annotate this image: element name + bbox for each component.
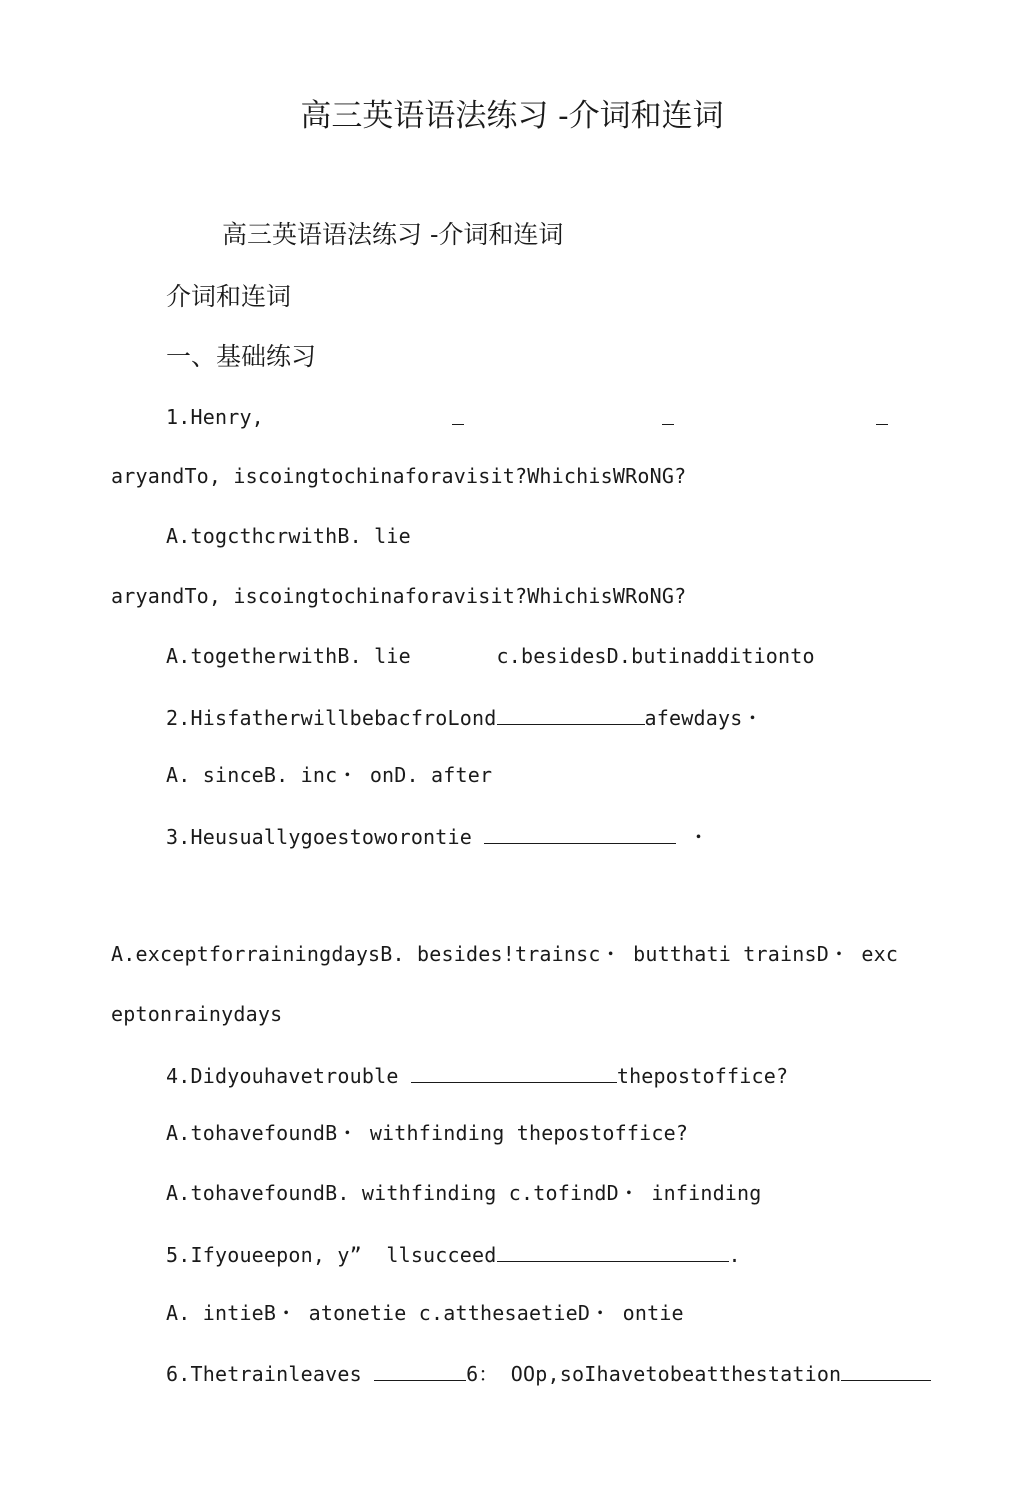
document-subtitle: 高三英语语法练习 -介词和连词 — [222, 220, 564, 249]
q2-options: A. sinceB. inc・ onD. after — [166, 763, 493, 787]
q1-continuation-1: aryandTo, iscoingtochinaforavisit?WhichisWRoNG? — [111, 464, 687, 488]
q6-answer-blank-2 — [841, 1362, 931, 1381]
q2-stem — [166, 706, 763, 728]
q5-stem-after: . — [728, 1243, 741, 1267]
q2-stem-before: 2.HisfatherwillbebacfroLond — [166, 706, 497, 730]
subsection-title: 一、基础练习 — [166, 342, 317, 371]
q4-stem — [166, 1064, 788, 1086]
q6-stem-middle: 6： OOp,soIhavetobeatthestation — [466, 1362, 842, 1386]
q4-answer-blank — [411, 1064, 617, 1083]
q1-stem: 1.Henry, — [166, 405, 264, 429]
q3-options-line2: eptonrainydays — [111, 1002, 283, 1026]
q1-options-partial: A.togcthcrwithB. lie — [166, 524, 411, 548]
q3-options-line1: A.exceptforrainingdaysB. besides!trainsc・ butthati trainsD・ exc — [111, 942, 899, 966]
q1-continuation-2: aryandTo, iscoingtochinaforavisit?WhichisWRoNG? — [111, 584, 687, 608]
q3-stem — [166, 825, 709, 847]
q3-answer-blank — [484, 825, 676, 844]
q6-stem — [166, 1362, 931, 1384]
q4-options-partial: A.tohavefoundB・ withfinding thepostoffice? — [166, 1121, 689, 1145]
section-title: 介词和连词 — [166, 282, 292, 311]
document-title: 高三英语语法练习 -介词和连词 — [300, 98, 724, 134]
q4-stem-after: thepostoffice? — [616, 1064, 789, 1088]
q2-answer-blank — [497, 706, 645, 725]
q3-stem-before: 3.Heusuallygoestoworontie — [166, 825, 485, 849]
q1-blank-dash-1 — [452, 424, 464, 425]
q1-blank-dash-3 — [876, 424, 888, 425]
q5-options: A. intieB・ atonetie c.atthesaetieD・ ontie — [166, 1301, 684, 1325]
q5-stem-before: 5.Ifyoueepon, y” llsucceed — [166, 1243, 497, 1267]
q5-answer-blank — [497, 1243, 729, 1262]
q1-options: A.togetherwithB. lie c.besidesD.butinadditionto — [166, 644, 815, 668]
q4-stem-before: 4.Didyouhavetrouble — [166, 1064, 411, 1088]
q3-stem-after: ・ — [676, 825, 709, 849]
q1-blank-dash-2 — [662, 424, 674, 425]
q6-stem-before: 6.Thetrainleaves — [166, 1362, 375, 1386]
q5-stem — [166, 1243, 741, 1265]
q4-options: A.tohavefoundB. withfinding c.tofindD・ infinding — [166, 1181, 762, 1205]
q2-stem-after: afewdays・ — [644, 706, 763, 730]
q6-answer-blank-1 — [374, 1362, 466, 1381]
